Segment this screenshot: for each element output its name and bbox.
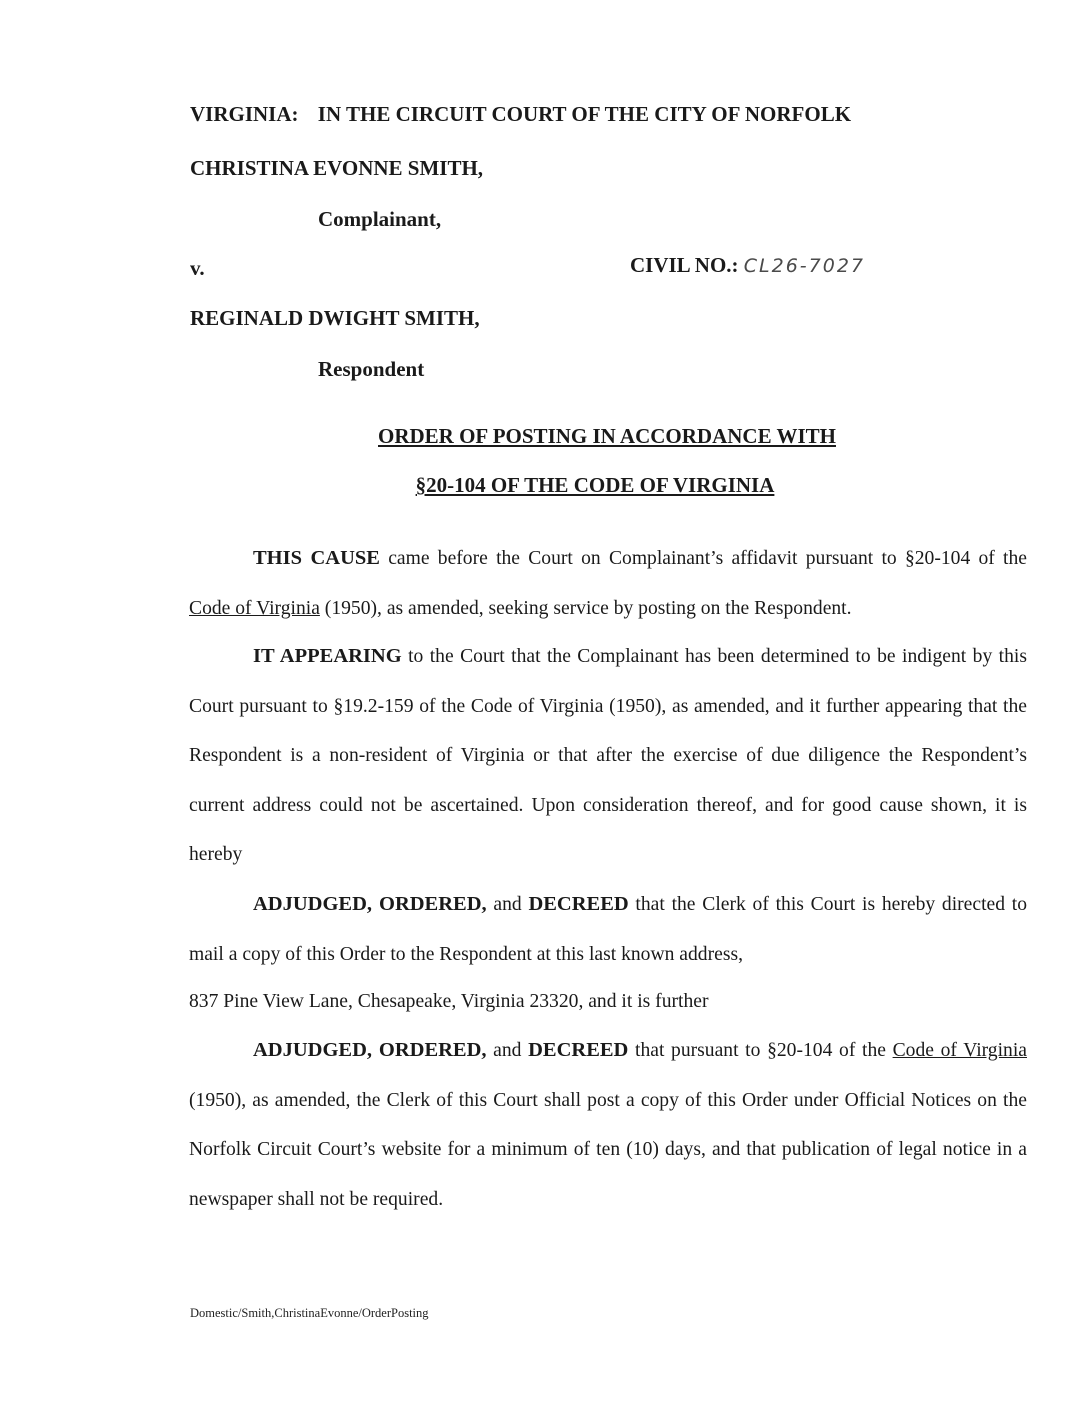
lead-decreed: DECREED [528, 893, 629, 915]
court-heading [190, 102, 851, 127]
court-prefix: VIRGINIA: [190, 102, 299, 126]
paragraph-this-cause [189, 534, 1027, 633]
p1-text-a: came before the Court on Complainant’s affidavit pursuant to §20-104 of the [379, 548, 1027, 569]
p3-and: and [486, 894, 529, 915]
order-title-line-2: §20-104 OF THE CODE OF VIRGINIA [415, 473, 775, 497]
lead-adjudged-ordered-2: ADJUDGED, ORDERED, [253, 1039, 487, 1061]
respondent-address: 837 Pine View Lane, Chesapeake, Virginia 23320, and it is further [189, 991, 709, 1012]
p2-text: to the Court that the Complainant has been determined to be indigent by this Court pursuant to §19.2-159 of the Code of Virginia (1950), as amended, and it further appearing that the Respondent is a non-resident of Virginia or that after the exercise of due diligence the Respondent’s current address could not be ascertained. Upon consideration thereof, and for good cause shown, it is hereby [189, 646, 1027, 866]
p3-text: that the Clerk of this Court is hereby directed to mail a copy of this Order to the Respondent at this last known address, [189, 894, 1028, 965]
p1-text-b: (1950), as amended, seeking service by posting on the Respondent. [319, 597, 852, 619]
paragraph-adjudged-mail [189, 880, 1027, 979]
civil-number-value: CL26-7027 [743, 255, 866, 277]
p4-text-b: (1950), as amended, the Clerk of this Court shall post a copy of this Order under Official Notices on the Norfolk Circuit Court’s website for a minimum of ten (10) days, and that publication of legal notice in a newspaper shall not be required. [189, 1089, 1027, 1210]
civil-number-label: CIVIL NO.: [630, 253, 739, 277]
court-name: IN THE CIRCUIT COURT OF THE CITY OF NORFOLK [317, 102, 852, 126]
complainant-role: Complainant, [318, 207, 442, 231]
versus: v. [190, 256, 205, 280]
order-title-line-1: ORDER OF POSTING IN ACCORDANCE WITH [378, 424, 836, 448]
p1-code-reference: Code of Virginia [189, 597, 320, 619]
p4-code-reference: Code of Virginia [892, 1040, 1027, 1061]
respondent-name: REGINALD DWIGHT SMITH, [190, 306, 480, 330]
lead-adjudged-ordered: ADJUDGED, ORDERED, [253, 893, 487, 915]
p4-and: and [486, 1040, 529, 1061]
lead-this-cause: THIS CAUSE [253, 547, 380, 569]
footer-file-path: Domestic/Smith,ChristinaEvonne/OrderPosting [190, 1306, 429, 1320]
p4-text-a: that pursuant to §20-104 of the [628, 1040, 893, 1061]
civil-number [630, 253, 865, 278]
lead-decreed-2: DECREED [528, 1039, 629, 1061]
lead-it-appearing: IT APPEARING [253, 645, 402, 667]
complainant-name: CHRISTINA EVONNE SMITH, [190, 156, 484, 180]
paragraph-it-appearing [189, 632, 1027, 880]
respondent-role: Respondent [318, 357, 425, 381]
paragraph-adjudged-post [189, 1026, 1027, 1224]
